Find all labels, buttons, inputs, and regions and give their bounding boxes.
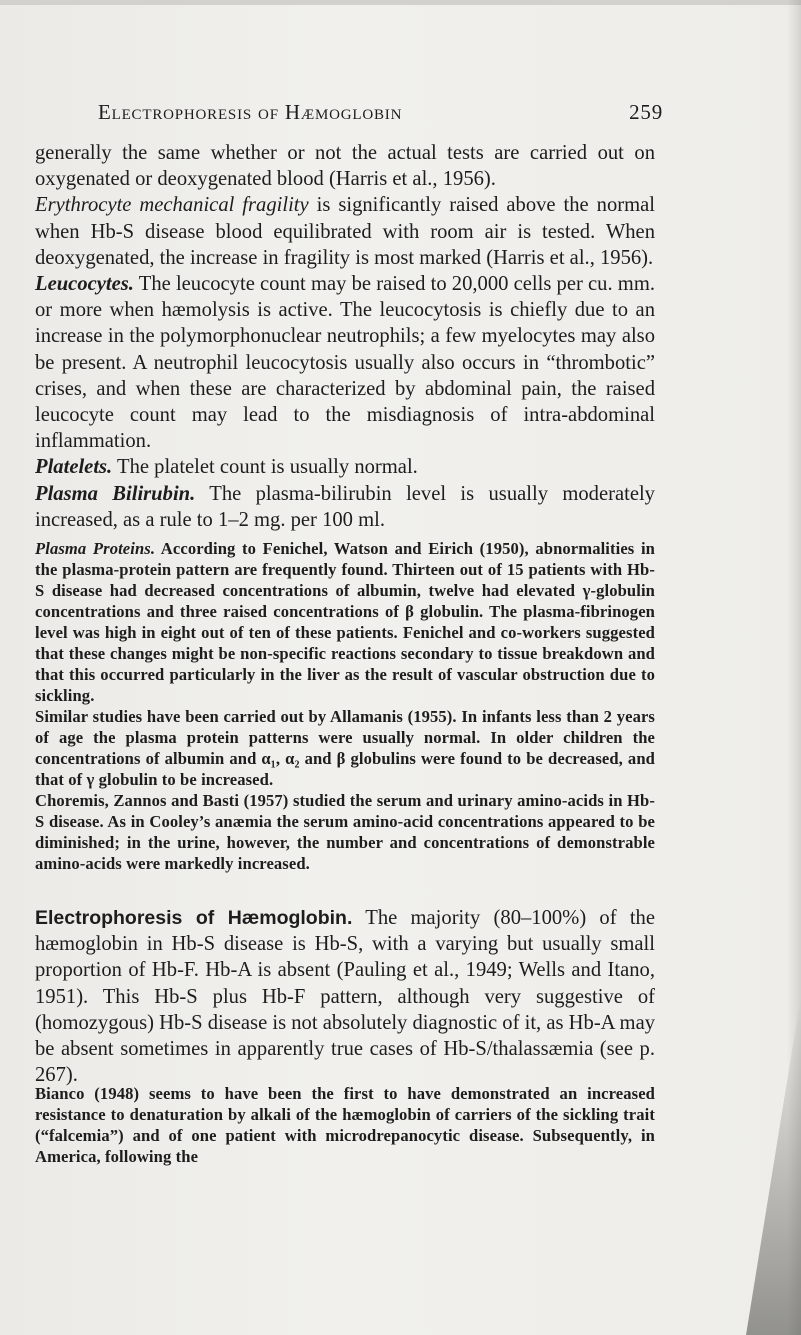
small-paragraph-lead: Plasma Proteins. — [35, 539, 156, 558]
paragraph — [35, 905, 655, 1088]
running-header — [98, 100, 663, 125]
paragraph-text: The plasma-bilirubin level is usually moderately increased, as a rule to 1–2 mg. per 100 ml. — [35, 482, 655, 531]
paragraph-text: The leucocyte count may be raised to 20,000 cells per cu. mm. or more when hæmolysis is active. The leucocytosis is chiefly due to an increase in the polymorphonuclear neutrophils; a few myelocytes may also be present. A neutrophil leucocytosis usually also occurs in “thrombotic” crises, and when these are characterized by abdominal pain, the raised leucocyte count may lead to the misdiagnosis of intra-abdominal inflammation. — [35, 273, 655, 453]
section-heading: Electrophoresis of Hæmoglobin. — [35, 907, 353, 929]
paragraph — [35, 271, 655, 454]
paragraph-lead: Platelets. — [35, 456, 113, 479]
small-paragraph-text: Bianco (1948) seems to have been the first to have demonstrated an increased resistance to denaturation by alkali of the hæmoglobin of carriers of the sickling trait (“falcemia”) and of one patient with microdrepanocytic disease. Subsequently, in America, following the — [35, 1084, 655, 1166]
small-paragraph-text: Similar studies have been carried out by Allamanis (1955). In infants less than 2 years of age the plasma protein patterns were usually normal. In older children the concentrations of albumin and α₁, α₂ and β globulins were found to be decreased, and that of γ globulin to be increased. — [35, 707, 655, 789]
paragraph-text: The platelet count is usually normal. — [112, 456, 418, 479]
page-number: 259 — [629, 100, 663, 124]
paragraph-lead: Erythrocyte mechanical fragility — [35, 194, 309, 217]
small-text-block — [35, 538, 655, 874]
electrophoresis-section — [35, 905, 655, 1088]
body-text-block — [35, 140, 655, 533]
running-title: Electrophoresis of Hæmoglobin — [98, 100, 403, 124]
top-edge — [0, 0, 801, 5]
final-small-block — [35, 1083, 655, 1167]
paragraph — [35, 140, 655, 192]
paragraph — [35, 454, 655, 480]
small-paragraph — [35, 706, 655, 790]
paragraph-text: generally the same whether or not the actual tests are carried out on oxygenated or deoxygenated blood (Harris et al., 1956). — [35, 142, 655, 191]
paragraph-lead: Plasma Bilirubin. — [35, 482, 196, 505]
paragraph — [35, 481, 655, 533]
paragraph-lead: Leucocytes. — [35, 273, 134, 296]
small-paragraph — [35, 1083, 655, 1167]
small-paragraph — [35, 538, 655, 706]
small-paragraph-text: According to Fenichel, Watson and Eirich (1950), abnormalities in the plasma-protein pattern are frequently found. Thirteen out of 15 patients with Hb-S disease had decreased concentrations of albumin, twelve had elevated γ-globulin concentrations and three raised concentrations of β globulin. The plasma-fibrinogen level was high in eight out of ten of these patients. Fenichel and co-workers suggested that these changes might be non-specific reactions secondary to tissue breakdown and that this occurred particularly in the liver as the result of vascular obstruction due to sickling. — [35, 539, 655, 705]
page-corner-shadow — [746, 995, 801, 1335]
paragraph-text: is significantly raised above the normal when Hb-S disease blood equilibrated with room air is tested. When deoxygenated, the increase in fragility is most marked (Harris et al., 1956). — [35, 194, 655, 269]
paragraph — [35, 192, 655, 271]
small-paragraph-text: Choremis, Zannos and Basti (1957) studied the serum and urinary amino-acids in Hb-S disease. As in Cooley’s anæmia the serum amino-acid concentrations appeared to be diminished; in the urine, however, the number and concentrations of demonstrable amino-acids were markedly increased. — [35, 791, 655, 873]
paragraph-text: The majority (80–100%) of the hæmoglobin in Hb-S disease is Hb-S, with a varying but usually small proportion of Hb-F. Hb-A is absent (Pauling et al., 1949; Wells and Itano, 1951). This Hb-S plus Hb-F pattern, although very suggestive of (homozygous) Hb-S disease is not absolutely diagnostic of it, as Hb-A may be absent sometimes in apparently true cases of Hb-S/thalassæmia (see p. 267). — [35, 907, 656, 1087]
small-paragraph — [35, 790, 655, 874]
